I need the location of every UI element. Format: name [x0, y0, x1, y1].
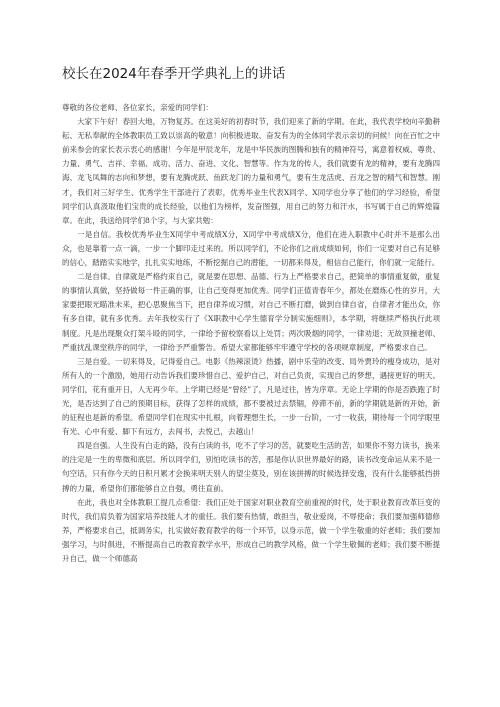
paragraph-self-confidence: 一是自信。我校优秀毕业生X同学中考成绩X分，X同学中考成绩X分，他们在进入职教中心时并不是那么出众，也是靠着一点一滴，一步一个脚印走过来的。所以同学们，不论你们之前成绩如何，你们一定要对自己有足够的信心，踏踏实实地学，扎扎实实地练，不断挖掘自己的潜能，一切都来得及，相信自己能行，你们就一定能行。 [62, 229, 440, 268]
paragraph-self-discipline: 二是自律。自律就是严格约束自己，就是要在思想、品德、行为上严格要求自己，把简单的事情重复做，重复的事情认真做，坚持做每一件正确的事，让自己变得更加优秀。同学们正值青春年少，都处在磨炼心性的岁月，大家要把眼光瞄准未来，把心思聚焦当下，把自律养成习惯，对自己不断打磨，做到自律自省，自律者才能出众，你有多自律，就有多优秀。去年我校实行了《X职教中心学生德育学分制实施细则》，本学期，将继续严格执行此项制度。凡是出现聚众打架斗殴的同学，一律给予留校察看以上处罚；两次吸烟的同学，一律劝退；无故顶撞老师、严重扰乱课堂秩序的同学，一律给予严重警告。希望大家都能够牢牢遵守学校的各项规章制度，严格要求自己。 [62, 272, 440, 352]
paragraph-self-improvement: 四是自强。人生没有白走的路，没有白读的书，吃不了学习的苦，就要吃生活的苦，如果你不努力读书，换来的注定是一生的卑微和底层。所以同学们，别怕吃读书的苦，那是你认识世界最好的路，读书改变命运从来不是一句空话，只有你今天的日积月累才会换来明天别人的望尘莫及，别在该拼搏的时候选择安逸，没有什么能够抵挡拼搏的力量，希望你们都能够自立自强，勇往直前。 [62, 441, 440, 493]
page-title: 校长在2024年春季开学典礼上的讲话 [62, 66, 286, 82]
speech-body [62, 101, 440, 566]
paragraph-opening: 大家下午好！春回大地，万物复苏。在这美好的初春时节，我们迎来了新的学期。在此，我代表学校向辛勤耕耘、无私奉献的全体教职员工致以崇高的敬意！向积极进取、奋发有为的全体同学表示亲切的问候！向在百忙之中前来参会的家长表示衷心的感谢！今年是甲辰龙年，龙是中华民族的图腾和独有的精神符号，寓意着权威、尊贵、力量、勇气、吉祥、幸福、成功、活力、奋进、文化、智慧等。作为龙的传人，我们就要有龙的精神，要有龙腾四海、龙飞凤舞的志向和梦想，要有龙腾虎跃、鱼跃龙门的力量和勇气，要有生龙活虎、百龙之智的精气和智慧。刚才，我们对三好学生、优秀学生干部进行了表彰，优秀毕业生代表X同学、X同学也分享了他们的学习经验，希望同学们认真汲取他们宝贵的成长经验，以他们为榜样，发奋图强，用自己的努力和汗水，书写属于自己的辉煌篇章。在此，我送给同学们8个字，与大家共勉： [62, 117, 440, 225]
paragraph-staff-expectations: 在此，我也对全体教职工提几点希望：我们正处于国家对职业教育空前重视的时代，处于职业教育改革巨变的时代，我们肩负着为国家培养技能人才的重任。我们要有热情，敢担当，敬业爱岗，不辱使命；我们要加强师德修养，严格要求自己，抵调务实，扎实做好教育教学的每一个环节，以身示范，做一个学生敬重的好老师；我们要加强学习，与时俱进，不断提高自己的教育教学水平，形成自己的教学风格，做一个学生敬佩的老师；我们要不断提升自己，做一个师德高 [62, 497, 440, 563]
salutation: 尊敬的各位老师、各位家长，亲爱的同学们： [62, 103, 213, 112]
paragraph-self-love: 三是自爱。一切来得及，记得爱自己。电影《热辣滚烫》热播，剧中乐莹的改变、局外贾玲的瘦身成功，是对所有人的一个激励，她用行动告诉我们要珍惜自己、爱护自己，对自己负责，实现自己的梦想，遇接更好的明天。同学们，花有重开日，人无再少年。上学期已经是“曾经”了，凡是过往，皆为序章。无论上学期的你是否跌跑了时光，是否达到了自己的预期目标，获得了怎样的成绩，都不要被过去禁锢，停滞不前，新的学期就是新的开始，新的征程也是新的希望。希望同学们在现实中扎根，向着理想生长，一步一台阶，一寸一收获，期待每一个同学眼里有光、心中有爱、脚下有远方，去闯书，去悦己，去越山！ [62, 356, 440, 437]
